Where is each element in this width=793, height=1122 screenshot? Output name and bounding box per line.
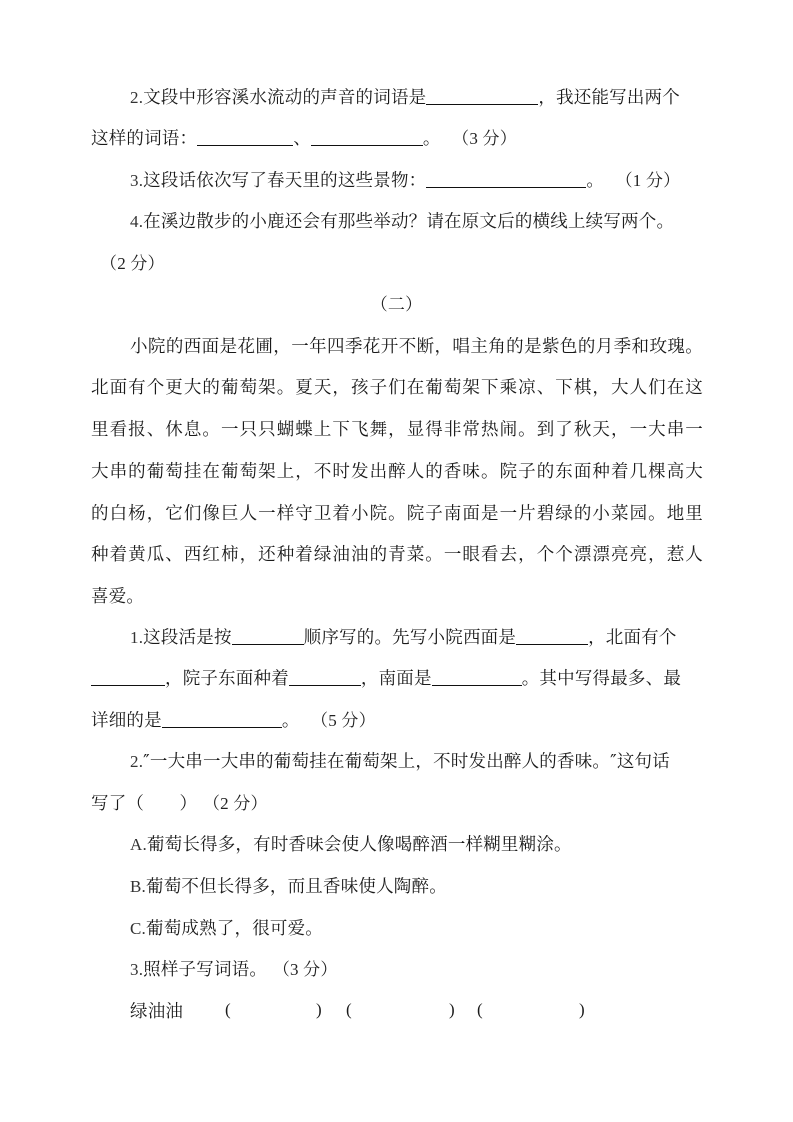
option-b[interactable] (130, 875, 703, 899)
s2-question-1-line-2 (91, 667, 703, 691)
question-number: 3. (130, 171, 144, 190)
score-label: （3 分） (272, 960, 338, 979)
s2-question-2-line-2 (91, 792, 703, 816)
score-label: （2 分） (100, 254, 165, 273)
question-number: 3. (130, 960, 144, 979)
s2-question-1-line-1 (130, 626, 703, 650)
s2-question-2-line-1 (130, 750, 703, 774)
passage-line: 北面有个更大的葡萄架。夏天，孩子们在葡萄架下乘凉、下棋，大人们在这 (91, 378, 703, 398)
question-text: ，我还能写出两个 (538, 88, 680, 108)
answer-paren-open: ( (477, 1000, 483, 1019)
question-text: 详细的是 (91, 711, 162, 731)
question-text[interactable]: 写了（ ） (91, 794, 198, 814)
period: 。 (281, 711, 300, 731)
score-label: （2 分） (202, 794, 268, 813)
question-number: 4. (130, 212, 144, 231)
s2-question-1-line-3 (91, 709, 703, 733)
question-text: ，南面是 (360, 669, 432, 689)
passage-line: 里看报、休息。一只只蝴蝶上下飞舞，显得非常热闹。到了秋天，一大串一 (91, 420, 703, 440)
question-4 (130, 210, 703, 234)
answer-blank[interactable] (311, 127, 423, 146)
question-text: 在溪边散步的小鹿还会有那些举动？请在原文后的横线上续写两个。 (143, 212, 675, 232)
answer-blank[interactable] (289, 667, 361, 686)
answer-blank[interactable] (162, 709, 282, 728)
question-text: ，院子东面种着 (165, 669, 289, 689)
answer-slot-1[interactable] (232, 1000, 312, 1024)
question-text: 文段中形容溪水流动的声音的词语是 (143, 88, 427, 108)
answer-slot-2[interactable] (354, 1000, 446, 1024)
answer-blank[interactable] (516, 626, 588, 645)
period: 。 (422, 129, 441, 149)
question-text: ″一大串一大串的葡萄挂在葡萄架上，不时发出醉人的香味。″这句话 (143, 752, 670, 772)
question-text: 照样子写词语。 (143, 960, 268, 980)
question-4-score (100, 252, 712, 276)
answer-blank[interactable] (91, 667, 165, 686)
passage-line: 小院的西面是花圃，一年四季花开不断，唱主角的是紫色的月季和玫瑰。 (130, 337, 703, 357)
passage-line: 大串的葡萄挂在葡萄架上，不时发出醉人的香味。院子的东面种着几棵高大 (91, 462, 703, 482)
option-text: 葡萄长得多，有时香味会使人像喝醉酒一样糊里糊涂。 (146, 835, 572, 855)
option-letter: A. (130, 835, 147, 854)
option-text: 葡萄成熟了，很可爱。 (146, 919, 323, 939)
answer-paren-open: ( (225, 1000, 231, 1019)
answer-blank[interactable] (432, 667, 522, 686)
question-2-line-1 (130, 86, 703, 110)
question-text: 这段话依次写了春天里的这些景物： (143, 171, 427, 191)
answer-paren-close: ) (579, 1000, 585, 1019)
question-number: 2. (130, 752, 144, 771)
option-letter: B. (130, 877, 146, 896)
answer-paren-close: ) (316, 1000, 322, 1019)
option-text: 葡萄不但长得多，而且香味使人陶醉。 (146, 877, 447, 897)
question-2-line-2 (91, 127, 703, 151)
s2-question-3 (130, 958, 703, 982)
answer-paren-close: ) (449, 1000, 455, 1019)
passage-line: 喜爱。 (91, 587, 145, 607)
question-text: 这样的词语： (91, 129, 198, 149)
section-heading (0, 293, 793, 317)
separator: 、 (293, 129, 311, 149)
answer-blank[interactable] (426, 169, 586, 188)
option-a[interactable] (130, 833, 703, 857)
answer-blank[interactable] (426, 86, 538, 105)
passage-line: 的白杨，它们像巨人一样守卫着小院。院子南面是一片碧绿的小菜园。地里 (91, 504, 703, 524)
question-text: 这段活是按 (143, 628, 232, 648)
question-number: 1. (130, 628, 144, 647)
score-label: （5 分） (311, 711, 376, 730)
question-text: 顺序写的。先写小院西面是 (303, 628, 517, 648)
question-text: 。其中写得最多、最 (521, 669, 682, 689)
option-c[interactable] (130, 917, 703, 941)
question-3 (130, 169, 703, 193)
answer-paren-open: ( (346, 1000, 352, 1019)
question-number: 2. (130, 88, 144, 107)
passage-line: 种着黄瓜、西红柿，还种着绿油油的青菜。一眼看去，个个漂漂亮亮，惹人 (91, 545, 703, 565)
answer-slot-3[interactable] (485, 1000, 577, 1024)
example-word: 绿油油 (130, 1002, 184, 1022)
answer-blank[interactable] (232, 626, 304, 645)
score-label: （3 分） (452, 129, 517, 148)
section-number: （二） (370, 295, 423, 314)
period: 。 (586, 171, 605, 191)
option-letter: C. (130, 919, 146, 938)
score-label: （1 分） (615, 171, 681, 190)
answer-blank[interactable] (197, 127, 293, 146)
question-text: ，北面有个 (588, 628, 677, 648)
